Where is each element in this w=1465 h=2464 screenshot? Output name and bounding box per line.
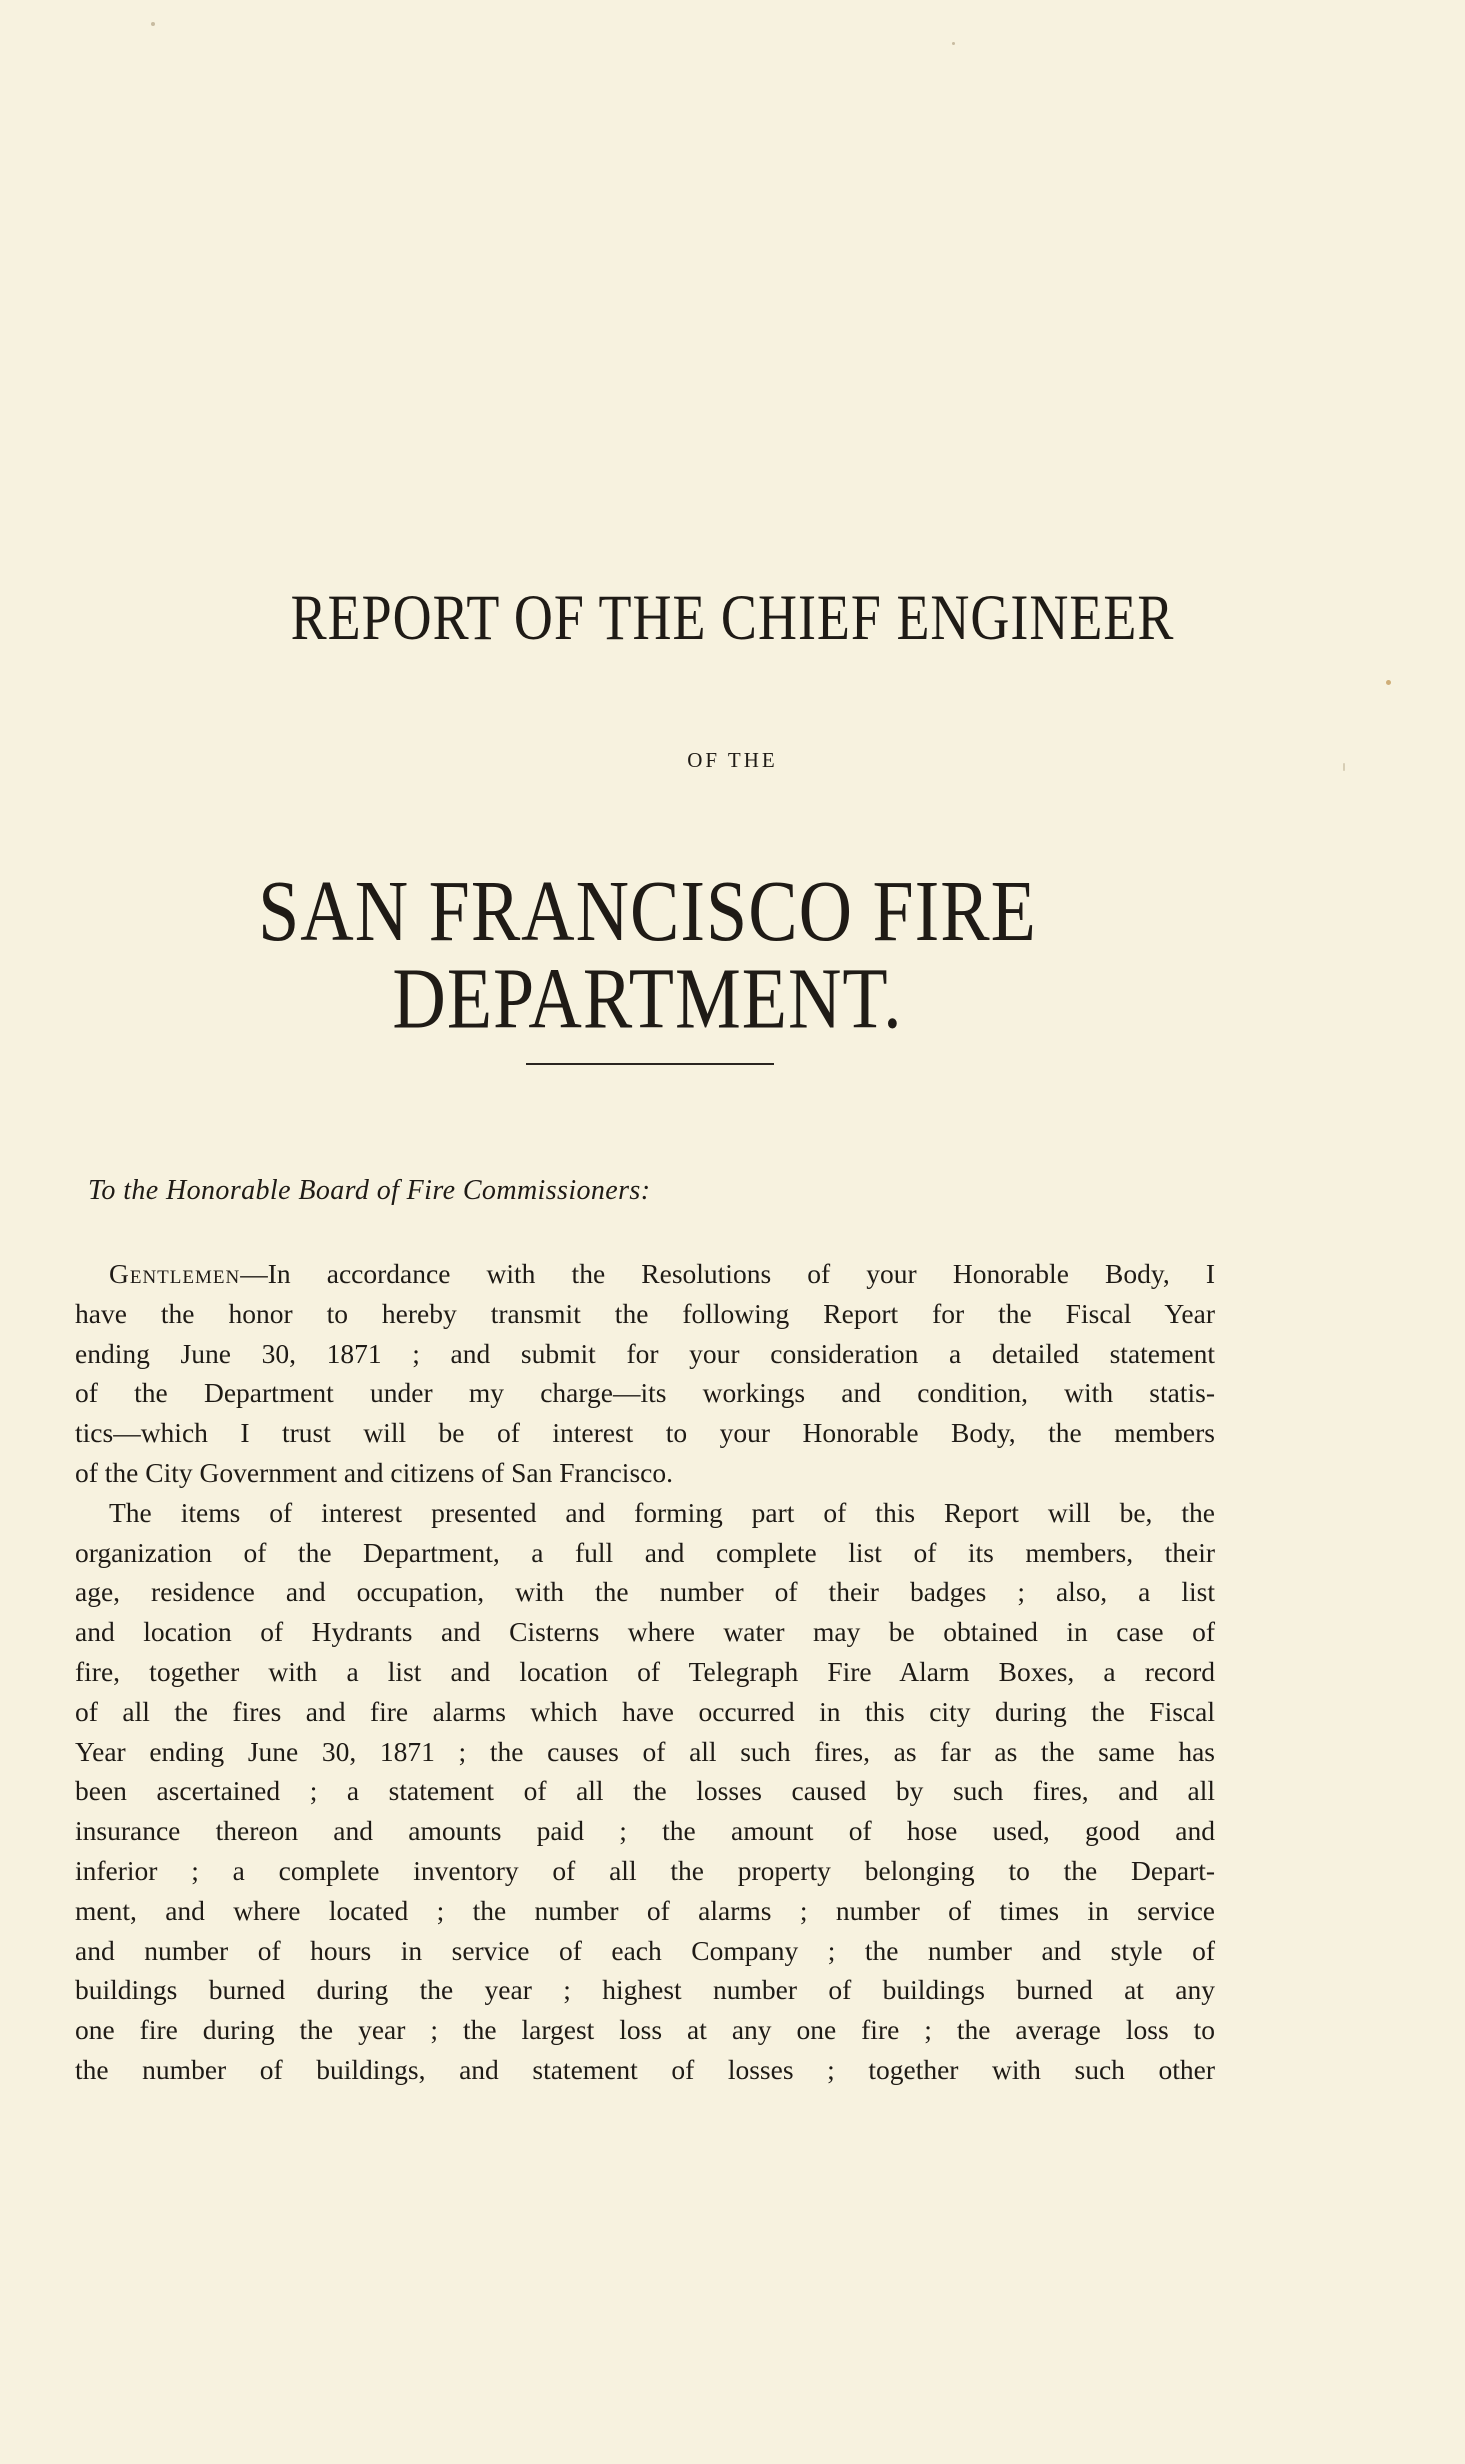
paragraph-2-line-13: buildings burned during the year ; highest number of buildings burned at any: [75, 1974, 1215, 2006]
paragraph-2-line-8: been ascertained ; a statement of all the losses caused by such fires, and all: [75, 1775, 1215, 1807]
paragraph-1-line-1-text: —In accordance with the Resolutions of your Honorable Body, I: [240, 1258, 1215, 1289]
paragraph-2-line-2: organization of the Department, a full and complete list of its members, their: [75, 1536, 1215, 1568]
paragraph-2-line-15: the number of buildings, and statement of losses ; together with such other: [75, 2053, 1215, 2085]
paragraph-2-line-4: and location of Hydrants and Cisterns where water may be obtained in case of: [75, 1616, 1215, 1648]
paragraph-2-line-14: one fire during the year ; the largest loss at any one fire ; the average loss to: [75, 2014, 1215, 2046]
paragraph-2-line-10: inferior ; a complete inventory of all the property belonging to the Depart-: [75, 1854, 1215, 1886]
paragraph-2-line-1: The items of interest presented and forming part of this Report will be, the: [109, 1496, 1215, 1528]
letter-body: [75, 1254, 1215, 2090]
paragraph-2-line-7: Year ending June 30, 1871 ; the causes of all such fires, as far as the same has: [75, 1735, 1215, 1767]
paragraph-2-line-9: insurance thereon and amounts paid ; the amount of hose used, good and: [75, 1815, 1215, 1847]
paragraph-1-line-3: ending June 30, 1871 ; and submit for your consideration a detailed statement: [75, 1337, 1215, 1369]
opening-word: Gentlemen: [109, 1258, 241, 1289]
title-connector: OF THE: [687, 748, 778, 772]
paper-speck: [151, 22, 155, 26]
salutation: To the Honorable Board of Fire Commissioners:: [88, 1175, 651, 1206]
paragraph-1-line-1: [75, 1254, 1215, 1294]
paper-speck: [1386, 680, 1391, 685]
paragraph-1-line-6: of the City Government and citizens of San Francisco.: [75, 1456, 673, 1488]
title-divider: [526, 1063, 774, 1065]
paragraph-2-line-11: ment, and where located ; the number of alarms ; number of times in service: [75, 1894, 1215, 1926]
paragraph-1-line-5: tics—which I trust will be of interest to your Honorable Body, the members: [75, 1417, 1215, 1449]
paragraph-2-line-12: and number of hours in service of each Company ; the number and style of: [75, 1934, 1215, 1966]
paragraph-1-line-2: have the honor to hereby transmit the following Report for the Fiscal Year: [75, 1297, 1215, 1329]
paragraph-2-line-3: age, residence and occupation, with the number of their badges ; also, a list: [75, 1576, 1215, 1608]
paper-speck: [952, 42, 955, 45]
paragraph-2-line-5: fire, together with a list and location of Telegraph Fire Alarm Boxes, a record: [75, 1655, 1215, 1687]
paragraph-1-line-4: of the Department under my charge—its workings and condition, with statis-: [75, 1377, 1215, 1409]
paragraph-2-line-6: of all the fires and fire alarms which have occurred in this city during the Fiscal: [75, 1695, 1215, 1727]
department-title: SAN FRANCISCO FIRE DEPARTMENT.: [258, 863, 1037, 1048]
report-title: REPORT OF THE CHIEF ENGINEER: [290, 581, 1175, 654]
